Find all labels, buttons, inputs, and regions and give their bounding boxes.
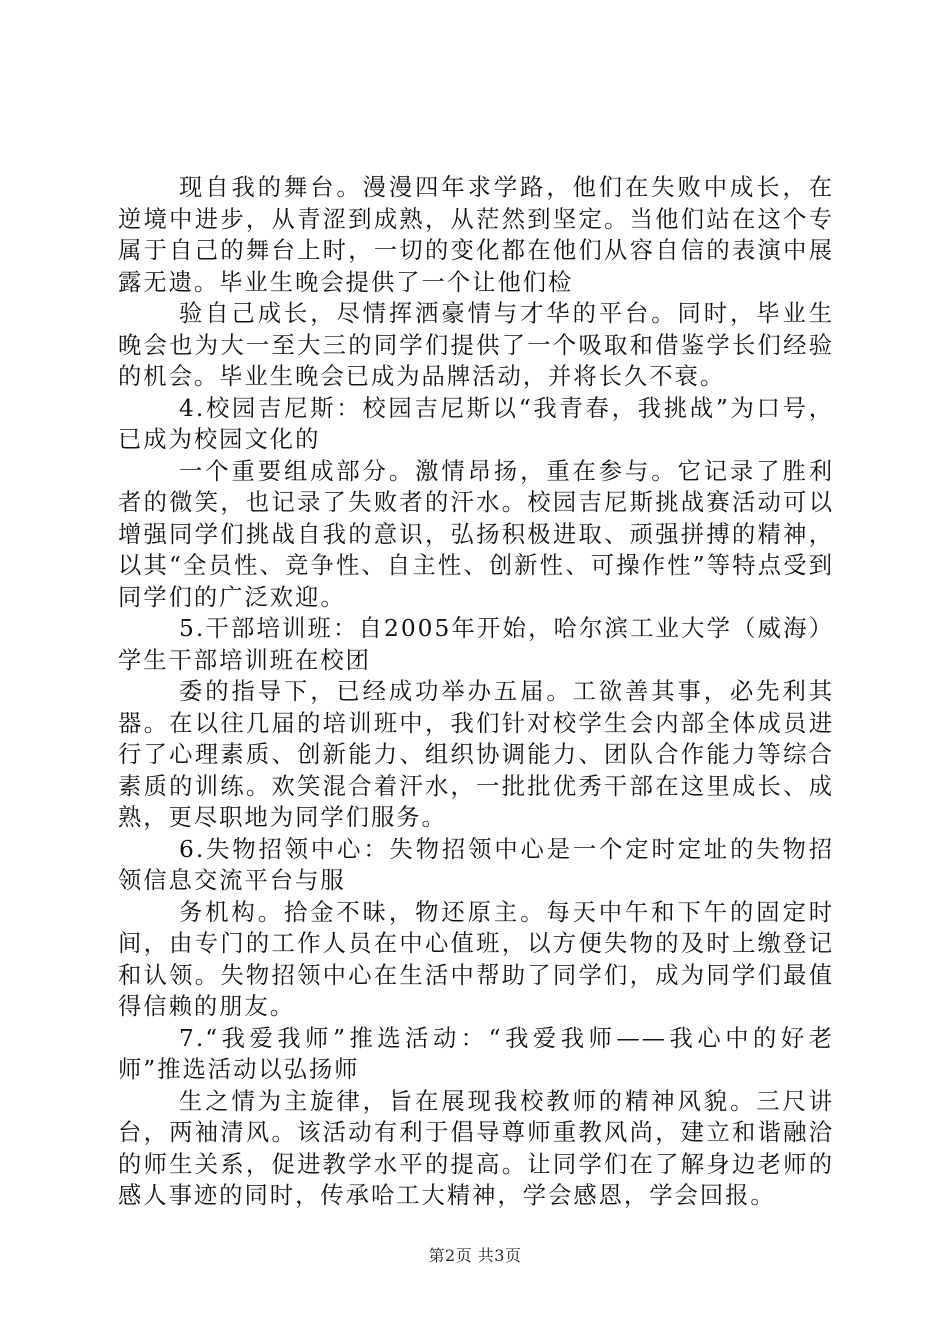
- paragraph-1: 现自我的舞台。漫漫四年求学路，他们在失败中成长，在逆境中进步，从青涩到成熟，从茫然到坚定。当他们站在这个专属于自己的舞台上时，一切的变化都在他们从容自信的表演中展露无遗。毕业生晚会提供了一个让他们检: [118, 174, 834, 296]
- paragraph-4: 一个重要组成部分。激情昂扬，重在参与。它记录了胜利者的微笑，也记录了失败者的汗水。校园吉尼斯挑战赛活动可以增强同学们挑战自我的意识，弘扬积极进取、顽强拼搏的精神，以其“全员性、竞争性、自主性、创新性、可操作性”等特点受到同学们的广泛欢迎。: [118, 457, 834, 611]
- paragraph-8: 务机构。拾金不昧，物还原主。每天中午和下午的固定时间，由专门的工作人员在中心值班，以方便失物的及时上缴登记和认领。失物招领中心在生活中帮助了同学们，成为同学们最值得信赖的朋友。: [118, 898, 834, 1020]
- paragraph-9: 7.“我爱我师”推选活动：“我爱我师——我心中的好老师”推选活动以弘扬师: [118, 1024, 834, 1083]
- paragraph-10: 生之情为主旋律，旨在展现我校教师的精神风貌。三尺讲台，两袖清风。该活动有利于倡导尊师重教风尚，建立和谐融洽的师生关系，促进教学水平的提高。让同学们在了解身边老师的感人事迹的同时，传承哈工大精神，学会感恩，学会回报。: [118, 1087, 834, 1209]
- paragraph-7: 6.失物招领中心：失物招领中心是一个定时定址的失物招领信息交流平台与服: [118, 835, 834, 894]
- paragraph-2: 验自己成长，尽情挥洒豪情与才华的平台。同时，毕业生晚会也为大一至大三的同学们提供了一个吸取和借鉴学长们经验的机会。毕业生晚会已成为品牌活动，并将长久不衰。: [118, 300, 834, 390]
- paragraph-5: 5.干部培训班：自2005年开始，哈尔滨工业大学（威海）学生干部培训班在校团: [118, 615, 834, 674]
- document-body: [118, 172, 834, 1212]
- paragraph-3: 4.校园吉尼斯：校园吉尼斯以“我青春，我挑战”为口号，已成为校园文化的: [118, 394, 834, 453]
- page-footer: 第2页 共3页: [428, 1246, 522, 1265]
- paragraph-6: 委的指导下，已经成功举办五届。工欲善其事，必先利其器。在以往几届的培训班中，我们针对校学生会内部全体成员进行了心理素质、创新能力、组织协调能力、团队合作能力等综合素质的训练。欢笑混合着汗水，一批批优秀干部在这里成长、成熟，更尽职地为同学们服务。: [118, 678, 834, 831]
